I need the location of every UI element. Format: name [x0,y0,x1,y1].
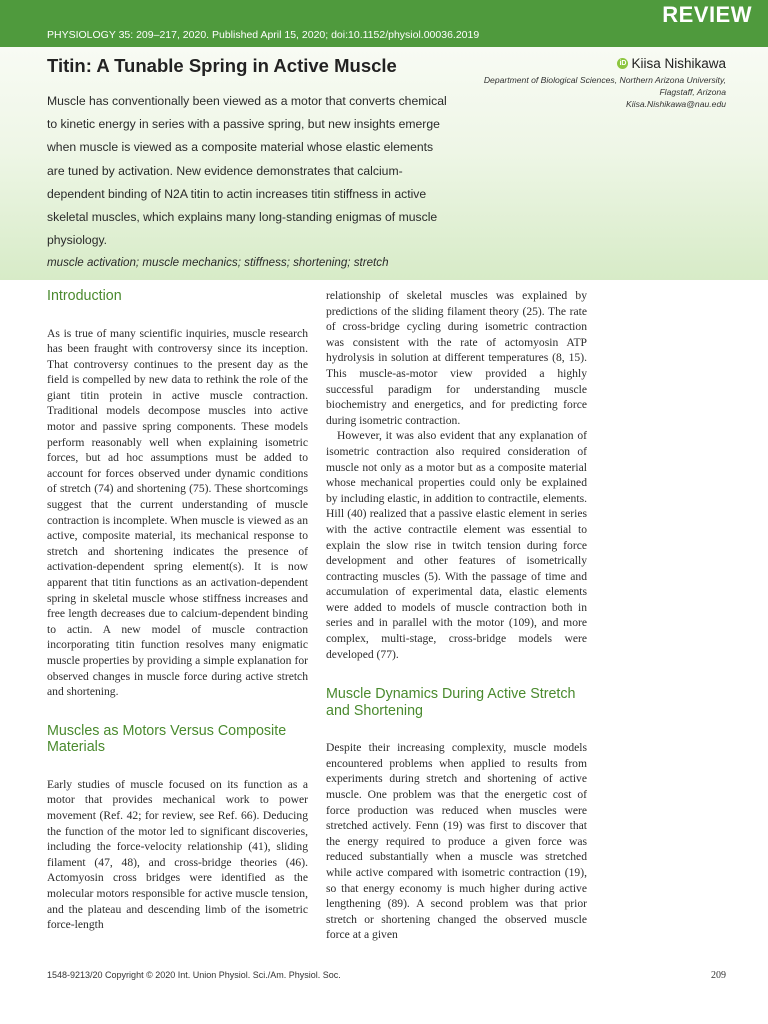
body-paragraph: Despite their increasing complexity, muscle models encountered problems when applied to results from experiments during stretch and shortening of active muscle. One problem was that the energetic cost of force production was reduced when muscles were stretched actively. Fenn (19) was first to discover that the energy required to produce a given force was reduced substantially when a muscle was stretched while active compared with isometric contraction (19), so that energy economy is much higher during active lengthening (89). A second problem was that prior stretch or shortening changed the observed muscle force at a given [326,741,587,942]
author-affiliation [436,74,726,110]
body-paragraph: relationship of skeletal muscles was explained by predictions of the sliding filament theory (25). The rate of cross-bridge cycling during isometric contraction was consistent with the rate of actomyosin ATP hydrolysis in solution at different temperatures (8, 15). This muscle-as-motor view provided a highly successful paradigm for understanding muscle biochemistry and energetics, and for predicting force during isometric contraction. [326,289,587,427]
section-heading-dynamics: Muscle Dynamics During Active Stretch and Shortening [326,686,576,719]
keywords: muscle activation; muscle mechanics; stiffness; shortening; stretch [47,256,389,269]
body-column-left [47,288,308,933]
abstract-text: Muscle has conventionally been viewed as a motor that converts chemical to kinetic energy in series with a passive spring, but new insights emerge when muscle is viewed as a composite material whose elastic elements are tuned by activation. New evidence demonstrates that calcium-dependent binding of N2A titin to actin increases titin stiffness in active skeletal muscles, which explains many long-standing enigmas of muscle physiology. [47,94,447,248]
author-block [617,56,726,71]
section-heading-introduction: Introduction [47,288,122,304]
journal-header-bar [0,0,768,47]
body-paragraph: As is true of many scientific inquiries, muscle research has been fraught with controversy since its inception. That controversy continues to the present day as the field is compelled by new data to rethink the role of the giant titin protein in active muscle contraction. Traditional models decompose muscles into active motor and passive spring components. These models perform reasonably well when explaining isometric forces, but ad hoc assumptions must be added to account for forces observed under dynamic conditions of stretch (74) and shortening (75). These shortcomings suggest that the current understanding of muscle contraction is incomplete. When muscle is viewed as an active, composite material, its mechanical response to stretch and shortening indicates the presence of activation-dependent spring element(s). It is now apparent that titin functions as an activation-dependent spring in skeletal muscle whose stiffness increases and free length decreases due to calcium-dependent binding to actin. A new model of muscle contraction incorporating titin function resolves many enigmatic muscle properties by providing a simple explanation for observed changes in muscle force during active stretch and shortening. [47,326,308,699]
affiliation-line: Department of Biological Sciences, Northern Arizona University, [483,75,726,85]
article-type-label: REVIEW [662,2,752,27]
body-paragraph: However, it was also evident that any explanation of isometric contraction also required consideration of muscle not only as a motor but as a composite material whose mechanical properties could only be explained by including elastic, in addition to contractile, elements. Hill (40) realized that a passive elastic element in series with the active contractile element was essential to explain the slow rise in twitch tension during force development and other features of isometrically contracting muscles (5). With the passage of time and accumulation of experimental data, elastic elements were added to models of muscle contraction both in series and in parallel with the motor (109), and more complex, multi-stage, cross-bridge models were developed (77). [326,429,587,661]
author-name: Kiisa Nishikawa [631,56,726,71]
affiliation-line: Flagstaff, Arizona [659,87,726,97]
article-title: Titin: A Tunable Spring in Active Muscle [47,55,397,76]
page-number: 209 [711,970,726,981]
orcid-icon[interactable]: iD [619,60,627,67]
section-heading-motors: Muscles as Motors Versus Composite Materials [47,722,287,756]
footer-copyright: 1548-9213/20 Copyright © 2020 Int. Union Physiol. Sci./Am. Physiol. Soc. [47,970,341,980]
journal-citation: PHYSIOLOGY 35: 209–217, 2020. Published April 15, 2020; doi:10.1152/physiol.00036.2019 [47,29,480,41]
body-column-right [326,288,587,943]
body-paragraph: Early studies of muscle focused on its function as a motor that provides mechanical work to power movement (Ref. 42; for review, see Ref. 66). Deducing the function of the motor led to significant discoveries, including the force-velocity relationship (41), sliding filament (47, 48), and cross-bridge theories (46). Actomyosin cross bridges were identified as the molecular motors responsible for active muscle tension, and the plateau and descending limb of the isometric force-length [47,777,308,932]
author-email[interactable]: Kiisa.Nishikawa@nau.edu [626,99,726,109]
